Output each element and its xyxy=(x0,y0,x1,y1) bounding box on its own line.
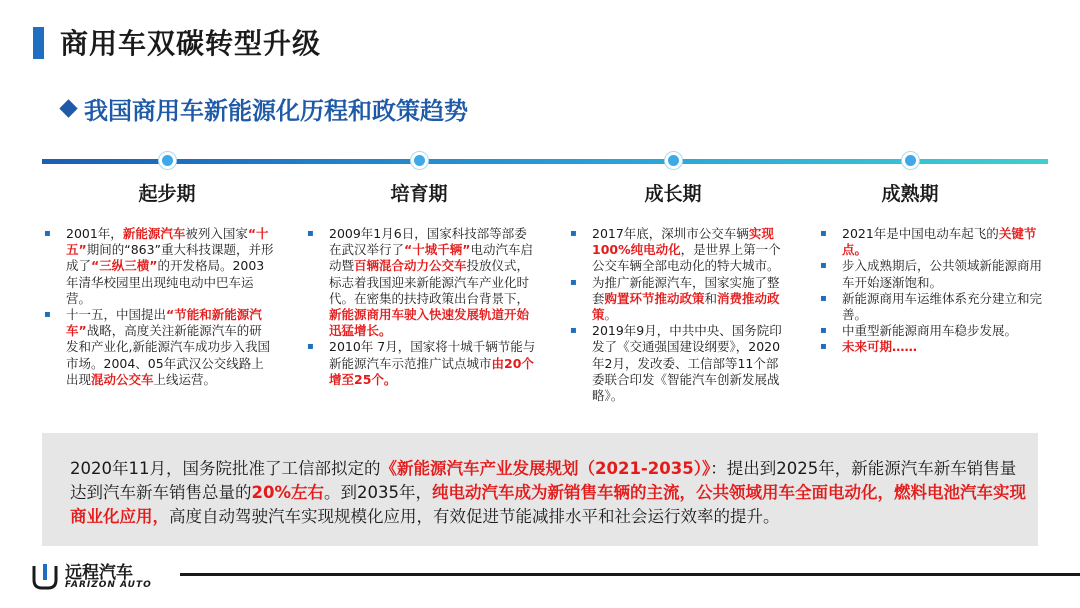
section-subtitle xyxy=(62,91,468,126)
highlighted-text: 关键节点。 xyxy=(842,226,1037,258)
body-text: 步入成熟期后，公共领域新能源商用车开始逐渐饱和。 xyxy=(842,258,1043,290)
body-text: 。 xyxy=(604,307,618,323)
body-text: 。到2035年， xyxy=(324,483,432,502)
bullet-item xyxy=(820,258,1042,290)
body-text: 2021年是中国电动车起飞的 xyxy=(842,226,999,241)
phase-title-start: 起步期 xyxy=(138,183,196,205)
bullet-item xyxy=(307,226,539,339)
brand-name-en: FARIZON AUTO xyxy=(65,580,152,590)
policy-summary-text xyxy=(70,457,1028,529)
timeline-dot-2 xyxy=(411,152,428,169)
body-text: 2019年9月，中共中央、国务院印发了《交通强国建设纲要》，2020年2月，发改委、工信部等11个部委联合印发《智能汽车创新发展战略》。 xyxy=(592,323,782,404)
body-text: 电动汽车启动暨 xyxy=(329,242,533,274)
phase-bullets xyxy=(44,226,274,388)
timeline-dot-1 xyxy=(159,152,176,169)
body-text: 期间的“863”重大科技课题，并形成了 xyxy=(66,242,274,274)
body-text: 投放仪式，标志着我国迎来新能源汽车产业化时代。在密集的扶持政策出台背景下， xyxy=(329,258,530,306)
bullet-item xyxy=(570,226,782,275)
bullet-item xyxy=(307,339,539,388)
phase-title-nurture: 培育期 xyxy=(390,183,448,205)
phase-column-mature xyxy=(820,226,1042,356)
policy-summary-box xyxy=(42,433,1038,546)
bullet-item xyxy=(820,339,1042,355)
phase-title-mature: 成熟期 xyxy=(881,183,939,205)
phase-bullets xyxy=(307,226,539,388)
body-text: 上线运营。 xyxy=(153,371,217,387)
bullet-item xyxy=(44,307,274,388)
phase-column-nurture xyxy=(307,226,539,388)
brand-name-cn: 远程汽车 xyxy=(65,563,133,583)
body-text: 十一五，中国提出 xyxy=(66,307,167,323)
highlighted-text: “十城千辆” xyxy=(404,242,471,258)
bullet-item xyxy=(44,226,274,307)
body-text: 2017年底，深圳市公交车辆 xyxy=(592,226,749,241)
footer-divider xyxy=(180,573,1080,576)
brand-logo xyxy=(30,558,170,598)
highlighted-text: 《新能源汽车产业发展规划（2021-2035）》 xyxy=(380,459,711,478)
highlighted-text: “节能和新能源汽车” xyxy=(66,307,262,339)
highlighted-text: 新能源商用车驶入快速发展轨道开始迅猛增长。 xyxy=(329,307,530,339)
highlighted-text: 未来可期…… xyxy=(842,339,918,355)
timeline-dot-4 xyxy=(902,152,919,169)
body-text: 为推广新能源汽车，国家实施了整套 xyxy=(592,274,780,306)
bullet-item xyxy=(570,275,782,324)
phase-column-growth xyxy=(570,226,782,404)
highlighted-text: 20%左右 xyxy=(251,483,324,502)
highlighted-text: 百辆混合动力公交车 xyxy=(354,258,467,274)
title-accent-bar xyxy=(33,27,44,59)
phase-bullets xyxy=(820,226,1042,356)
bullet-item xyxy=(820,323,1042,339)
subtitle-text: 我国商用车新能源化历程和政策趋势 xyxy=(84,97,468,125)
page-title: 商用车双碳转型升级 xyxy=(60,27,322,60)
body-text: ：提出到2025年，新能源汽车新车销售量达到汽车新车销售总量的 xyxy=(70,459,1017,502)
body-text: 和 xyxy=(704,290,718,306)
highlighted-text: 由20个增至25个。 xyxy=(329,355,534,387)
timeline-dot-3 xyxy=(665,152,682,169)
body-text: 2001年， xyxy=(66,226,123,241)
body-text: ，是世界上第一个公交车辆全部电动化的特大城市。 xyxy=(592,242,781,274)
bullet-item xyxy=(570,323,782,404)
body-text: 的开发格局。2003年清华校园里出现纯电动中巴车运营。 xyxy=(66,258,265,306)
phase-column-start xyxy=(44,226,274,388)
diamond-bullet-icon xyxy=(59,99,77,117)
body-text: 新能源商用车运维体系充分建立和完善。 xyxy=(842,290,1043,323)
timeline-line xyxy=(42,159,1048,164)
highlighted-text: 消费推动政策 xyxy=(592,290,780,323)
body-text: 战略，高度关注新能源汽车的研发和产业化,新能源汽车成功步入我国市场。2004、05年武汉公交线路上出现 xyxy=(66,323,270,387)
body-text: 2009年1月6日，国家科技部等部委在武汉举行了 xyxy=(329,226,527,258)
highlighted-text: 实现100%纯电动化 xyxy=(592,226,774,258)
highlighted-text: 购置环节推动政策 xyxy=(604,290,705,306)
phase-title-growth: 成长期 xyxy=(644,183,702,205)
highlighted-text: 纯电动汽车成为新销售车辆的主流，公共领域用车全面电动化，燃料电池汽车实现商业化应用， xyxy=(70,483,1026,526)
body-text: 2010年 7月，国家将十城千辆节能与新能源汽车示范推广试点城市 xyxy=(329,339,536,371)
body-text: 中重型新能源商用车稳步发展。 xyxy=(842,323,1018,339)
farizon-mark-icon xyxy=(30,562,60,592)
bullet-item xyxy=(820,291,1042,323)
body-text: 2020年11月，国务院批准了工信部拟定的 xyxy=(70,459,381,478)
phase-bullets xyxy=(570,226,782,404)
bullet-item xyxy=(820,226,1042,258)
highlighted-text: “三纵三横” xyxy=(91,258,158,274)
highlighted-text: 新能源汽车 xyxy=(122,226,186,241)
body-text: 高度自动驾驶汽车实现规模化应用，有效促进节能减排水平和社会运行效率的提升。 xyxy=(169,507,780,526)
body-text: 被列入国家 xyxy=(185,226,248,241)
highlighted-text: “十五” xyxy=(66,226,269,258)
highlighted-text: 混动公交车 xyxy=(91,371,154,387)
